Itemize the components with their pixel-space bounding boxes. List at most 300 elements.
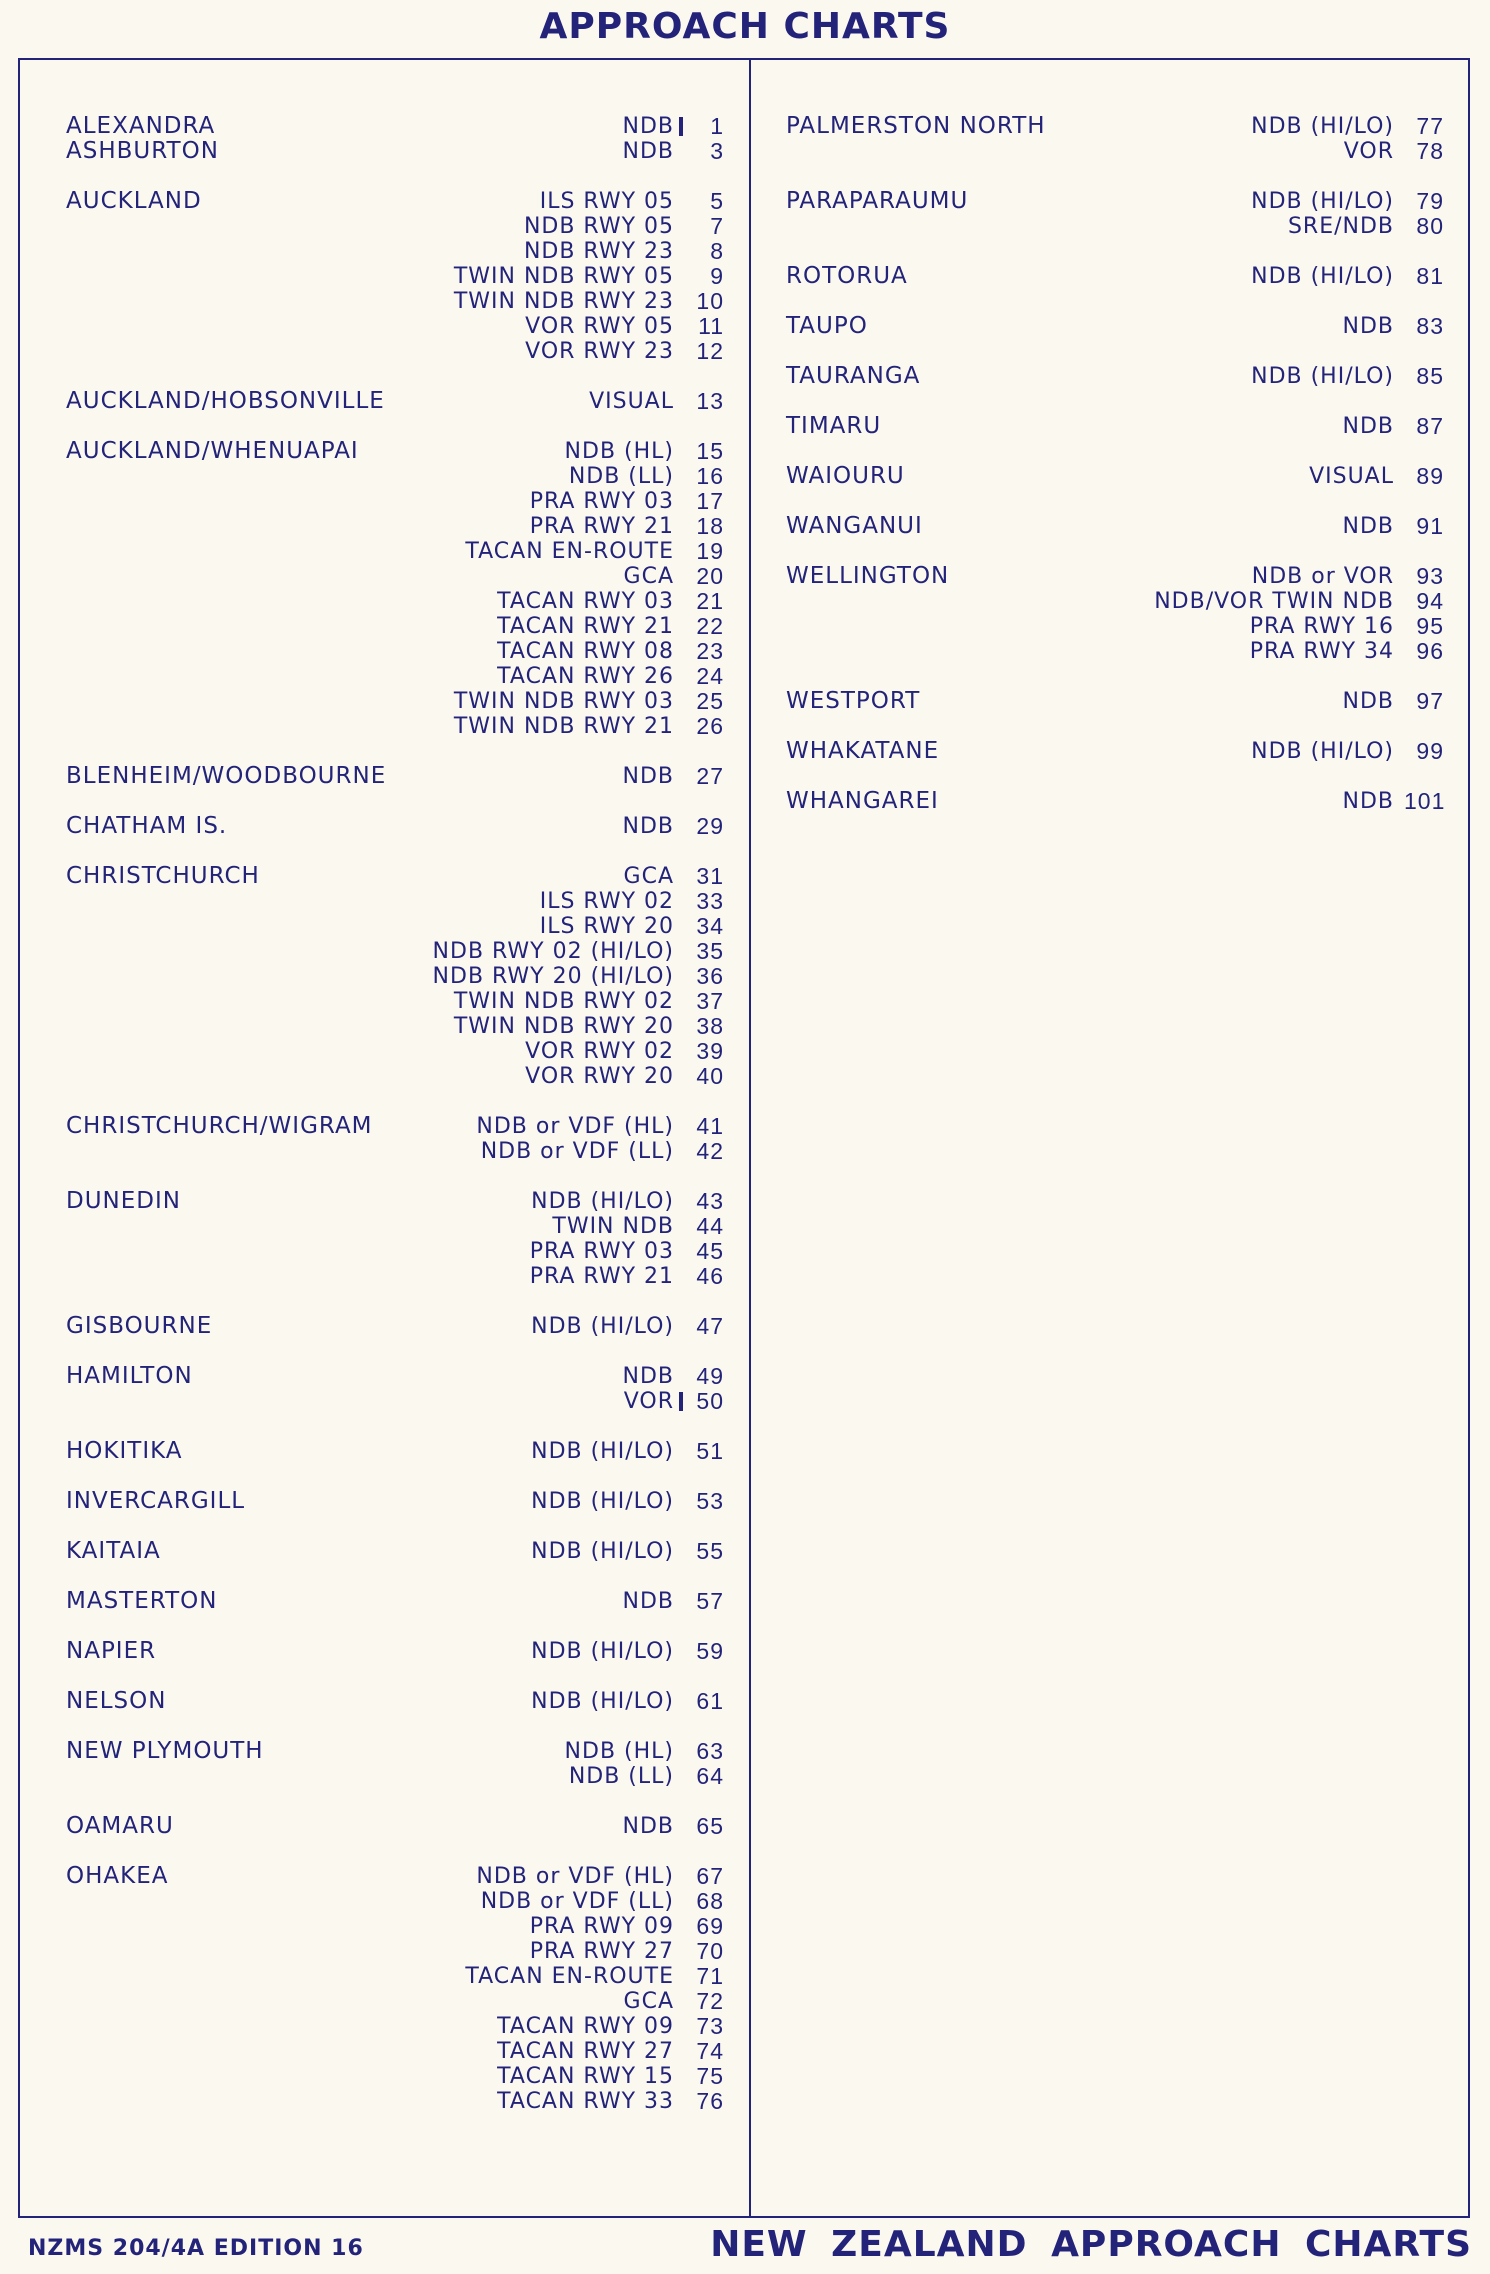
procedure-row: [786, 514, 1456, 539]
page-number: 80: [1416, 213, 1444, 239]
procedure-row: [66, 1139, 736, 1164]
procedure-name: NDB: [622, 1364, 674, 1389]
procedure-row: [66, 1189, 736, 1214]
page-number: 29: [696, 813, 724, 839]
procedure-list: [66, 389, 736, 414]
procedure-name: PRA RWY 21: [529, 1264, 674, 1289]
procedure-row: [66, 389, 736, 414]
page-title: APPROACH CHARTS: [539, 6, 951, 47]
airfield-name: WANGANUI: [786, 513, 923, 539]
procedure-list: [786, 739, 1456, 764]
procedure-row: [66, 1364, 736, 1389]
procedure-row: [66, 939, 736, 964]
page-number: 11: [698, 313, 724, 339]
procedure-row: [66, 464, 736, 489]
procedure-name: TWIN NDB RWY 23: [453, 289, 674, 314]
page-number: 91: [1416, 513, 1444, 539]
page-number: 9: [710, 263, 724, 289]
procedure-name: PRA RWY 21: [529, 514, 674, 539]
airfield-name: OHAKEA: [66, 1863, 169, 1889]
procedure-row: [786, 114, 1456, 139]
procedure-name: NDB (HI/LO): [531, 1639, 674, 1664]
procedure-row: [786, 739, 1456, 764]
procedure-row: [66, 1239, 736, 1264]
page-number: 71: [696, 1963, 724, 1989]
page-number: 13: [696, 388, 724, 414]
procedure-name: NDB (HI/LO): [1251, 189, 1394, 214]
page-number: 34: [696, 913, 724, 939]
procedure-row: [786, 364, 1456, 389]
procedure-row: [66, 489, 736, 514]
page-number: 12: [696, 338, 724, 364]
page-number: 69: [696, 1913, 724, 1939]
airfield-name: ASHBURTON: [66, 138, 219, 164]
page-number: 25: [696, 688, 724, 714]
procedure-row: [66, 2014, 736, 2039]
page-number: 15: [696, 438, 724, 464]
procedure-row: [786, 589, 1456, 614]
procedure-row: [66, 1914, 736, 1939]
procedure-name: ILS RWY 02: [539, 889, 674, 914]
procedure-list: [66, 1114, 736, 1164]
page-number: 61: [696, 1688, 724, 1714]
procedure-name: TWIN NDB RWY 03: [453, 689, 674, 714]
procedure-row: [786, 789, 1456, 814]
procedure-name: TACAN RWY 21: [497, 614, 674, 639]
procedure-row: [66, 714, 736, 739]
procedure-name: NDB: [622, 139, 674, 164]
airfield-entry: [66, 1539, 736, 1564]
procedure-name: PRA RWY 27: [529, 1939, 674, 1964]
procedure-name: NDB (LL): [568, 464, 674, 489]
procedure-name: TACAN RWY 15: [497, 2064, 674, 2089]
procedure-name: NDB (HI/LO): [531, 1689, 674, 1714]
procedure-row: [66, 914, 736, 939]
procedure-list: [66, 114, 736, 139]
procedure-name: NDB RWY 23: [523, 239, 674, 264]
airfield-entry: [66, 764, 736, 789]
procedure-row: [66, 989, 736, 1014]
procedure-name: NDB: [622, 814, 674, 839]
procedure-name: NDB (HI/LO): [531, 1439, 674, 1464]
procedure-row: [66, 1389, 736, 1414]
procedure-row: [786, 414, 1456, 439]
page-number: 50: [696, 1388, 724, 1414]
page-number: 3: [710, 138, 724, 164]
airfield-entry: [66, 1439, 736, 1464]
airfield-name: AUCKLAND: [66, 188, 202, 214]
procedure-row: [66, 114, 736, 139]
procedure-name: VOR RWY 23: [525, 339, 674, 364]
page-number: 22: [696, 613, 724, 639]
page-number: 38: [696, 1013, 724, 1039]
procedure-row: [786, 614, 1456, 639]
airfield-entry: [786, 514, 1456, 539]
procedure-row: [66, 1064, 736, 1089]
airfield-name: NEW PLYMOUTH: [66, 1738, 264, 1764]
procedure-name: NDB (HI/LO): [1251, 264, 1394, 289]
procedure-row: [66, 614, 736, 639]
page-number: 19: [696, 538, 724, 564]
page-number: 36: [696, 963, 724, 989]
procedure-name: VOR RWY 05: [525, 314, 674, 339]
procedure-row: [786, 314, 1456, 339]
page-number: 97: [1416, 688, 1444, 714]
procedure-row: [66, 564, 736, 589]
procedure-name: NDB (HI/LO): [1251, 739, 1394, 764]
procedure-row: [66, 1964, 736, 1989]
procedure-name: NDB (HL): [564, 439, 674, 464]
page-number: 85: [1416, 363, 1444, 389]
airfield-name: AUCKLAND/HOBSONVILLE: [66, 388, 385, 414]
procedure-row: [66, 1989, 736, 2014]
airfield-name: PALMERSTON NORTH: [786, 113, 1046, 139]
page-number: 40: [696, 1063, 724, 1089]
airfield-entry: [66, 1639, 736, 1664]
procedure-name: TACAN RWY 09: [497, 2014, 674, 2039]
procedure-name: TACAN RWY 08: [497, 639, 674, 664]
page-number: 68: [696, 1888, 724, 1914]
page-number: 43: [696, 1188, 724, 1214]
procedure-row: [786, 639, 1456, 664]
airfield-entry: [786, 314, 1456, 339]
procedure-list: [786, 364, 1456, 389]
procedure-list: [66, 1814, 736, 1839]
procedure-row: [66, 289, 736, 314]
procedure-list: [786, 414, 1456, 439]
procedure-name: NDB: [622, 1814, 674, 1839]
airfield-name: CHRISTCHURCH/WIGRAM: [66, 1113, 373, 1139]
procedure-row: [66, 1039, 736, 1064]
airfield-entry: [786, 464, 1456, 489]
airfield-name: DUNEDIN: [66, 1188, 181, 1214]
page-number: 8: [710, 238, 724, 264]
airfield-name: ROTORUA: [786, 263, 908, 289]
procedure-name: TWIN NDB: [552, 1214, 674, 1239]
procedure-row: [66, 1014, 736, 1039]
page-number: 20: [696, 563, 724, 589]
page-number: 10: [696, 288, 724, 314]
airfield-name: TIMARU: [786, 413, 882, 439]
page-number: 33: [696, 888, 724, 914]
procedure-name: TWIN NDB RWY 02: [453, 989, 674, 1014]
procedure-name: TACAN RWY 03: [497, 589, 674, 614]
airfield-name: WELLINGTON: [786, 563, 950, 589]
left-column: [66, 114, 736, 2139]
procedure-name: NDB (HI/LO): [531, 1189, 674, 1214]
airfield-name: WESTPORT: [786, 688, 921, 714]
airfield-entry: [786, 189, 1456, 239]
procedure-name: PRA RWY 09: [529, 1914, 674, 1939]
page-number: 94: [1416, 588, 1444, 614]
procedure-list: [66, 1864, 736, 2114]
airfield-name: INVERCARGILL: [66, 1488, 246, 1514]
page-number: 49: [696, 1363, 724, 1389]
procedure-name: TWIN NDB RWY 20: [453, 1014, 674, 1039]
airfield-name: WAIOURU: [786, 463, 905, 489]
procedure-row: [66, 189, 736, 214]
airfield-entry: [66, 389, 736, 414]
procedure-name: NDB: [1342, 314, 1394, 339]
procedure-list: [786, 789, 1456, 814]
airfield-name: MASTERTON: [66, 1588, 218, 1614]
procedure-name: TACAN EN-ROUTE: [465, 1964, 674, 1989]
procedure-name: NDB (HI/LO): [1251, 114, 1394, 139]
procedure-row: [786, 189, 1456, 214]
procedure-row: [66, 664, 736, 689]
procedure-list: [66, 764, 736, 789]
procedure-name: PRA RWY 34: [1249, 639, 1394, 664]
page-number: 95: [1416, 613, 1444, 639]
procedure-row: [786, 564, 1456, 589]
procedure-row: [786, 139, 1456, 164]
airfield-entry: [786, 564, 1456, 664]
procedure-row: [66, 2089, 736, 2114]
procedure-row: [66, 1639, 736, 1664]
procedure-name: NDB (HI/LO): [1251, 364, 1394, 389]
procedure-name: SRE/NDB: [1287, 214, 1394, 239]
procedure-row: [66, 514, 736, 539]
procedure-list: [66, 1439, 736, 1464]
page-number: 67: [696, 1863, 724, 1889]
procedure-list: [66, 439, 736, 739]
procedure-name: TWIN NDB RWY 21: [453, 714, 674, 739]
procedure-row: [66, 964, 736, 989]
procedure-row: [66, 339, 736, 364]
procedure-name: VOR: [623, 1389, 674, 1414]
column-divider: [749, 58, 751, 2218]
procedure-row: [66, 2039, 736, 2064]
airfield-name: OAMARU: [66, 1813, 174, 1839]
page-number: 73: [696, 2013, 724, 2039]
procedure-name: NDB: [622, 764, 674, 789]
page-number: 51: [696, 1438, 724, 1464]
airfield-entry: [66, 1689, 736, 1714]
procedure-row: [66, 889, 736, 914]
amendment-bar: [679, 1392, 683, 1411]
procedure-name: VOR: [1343, 139, 1394, 164]
procedure-row: [66, 1864, 736, 1889]
procedure-list: [66, 1364, 736, 1414]
page-number: 65: [696, 1813, 724, 1839]
page-number: 18: [696, 513, 724, 539]
procedure-name: NDB (HI/LO): [531, 1489, 674, 1514]
procedure-row: [66, 1489, 736, 1514]
page-number: 76: [696, 2088, 724, 2114]
procedure-name: NDB or VDF (HL): [476, 1114, 674, 1139]
procedure-name: ILS RWY 20: [539, 914, 674, 939]
procedure-row: [66, 1439, 736, 1464]
procedure-name: TACAN RWY 33: [497, 2089, 674, 2114]
procedure-name: VISUAL: [589, 389, 674, 414]
procedure-list: [786, 689, 1456, 714]
procedure-name: NDB or VDF (LL): [480, 1889, 674, 1914]
page-number: 99: [1416, 738, 1444, 764]
page-number: 7: [710, 213, 724, 239]
procedure-row: [66, 264, 736, 289]
procedure-list: [786, 514, 1456, 539]
procedure-row: [66, 2064, 736, 2089]
procedure-name: VOR RWY 02: [525, 1039, 674, 1064]
procedure-name: TACAN EN-ROUTE: [465, 539, 674, 564]
airfield-name: TAUPO: [786, 313, 868, 339]
procedure-row: [66, 1939, 736, 1964]
page-number: 1: [710, 113, 724, 139]
procedure-name: NDB or VOR: [1251, 564, 1394, 589]
page-number: 64: [696, 1763, 724, 1789]
procedure-list: [66, 189, 736, 364]
procedure-name: NDB (HI/LO): [531, 1539, 674, 1564]
page-number: 87: [1416, 413, 1444, 439]
procedure-name: NDB or VDF (LL): [480, 1139, 674, 1164]
procedure-name: PRA RWY 16: [1249, 614, 1394, 639]
procedure-name: NDB or VDF (HL): [476, 1864, 674, 1889]
page-number: 31: [696, 863, 724, 889]
procedure-list: [786, 264, 1456, 289]
procedure-name: TACAN RWY 27: [497, 2039, 674, 2064]
procedure-row: [66, 864, 736, 889]
procedure-name: PRA RWY 03: [529, 1239, 674, 1264]
procedure-row: [66, 1114, 736, 1139]
procedure-name: NDB/VOR TWIN NDB: [1154, 589, 1394, 614]
page-number: 72: [696, 1988, 724, 2014]
procedure-name: VISUAL: [1309, 464, 1394, 489]
procedure-row: [66, 1889, 736, 1914]
page-number: 75: [696, 2063, 724, 2089]
procedure-row: [66, 539, 736, 564]
procedure-row: [786, 464, 1456, 489]
page-number: 5: [710, 188, 724, 214]
airfield-name: KAITAIA: [66, 1538, 161, 1564]
airfield-name: NELSON: [66, 1688, 167, 1714]
procedure-list: [786, 114, 1456, 164]
procedure-list: [66, 814, 736, 839]
procedure-list: [66, 1739, 736, 1789]
page-number: 45: [696, 1238, 724, 1264]
airfield-name: HAMILTON: [66, 1363, 193, 1389]
page-number: 74: [696, 2038, 724, 2064]
airfield-name: CHATHAM IS.: [66, 813, 228, 839]
procedure-row: [66, 239, 736, 264]
procedure-name: GCA: [623, 864, 674, 889]
procedure-name: ILS RWY 05: [539, 189, 674, 214]
procedure-row: [66, 1539, 736, 1564]
procedure-list: [66, 1589, 736, 1614]
procedure-name: NDB: [622, 1589, 674, 1614]
procedure-name: NDB: [1342, 789, 1394, 814]
procedure-list: [66, 1689, 736, 1714]
procedure-row: [786, 689, 1456, 714]
procedure-row: [66, 1814, 736, 1839]
page-number: 41: [696, 1113, 724, 1139]
procedure-name: NDB: [1342, 689, 1394, 714]
airfield-entry: [66, 114, 736, 139]
page-number: 63: [696, 1738, 724, 1764]
page-number: 70: [696, 1938, 724, 1964]
amendment-bar: [679, 117, 683, 136]
procedure-row: [66, 1264, 736, 1289]
procedure-row: [786, 214, 1456, 239]
procedure-name: TWIN NDB RWY 05: [453, 264, 674, 289]
procedure-list: [786, 464, 1456, 489]
page-number: 57: [696, 1588, 724, 1614]
procedure-row: [66, 1689, 736, 1714]
page-number: 35: [696, 938, 724, 964]
airfield-name: NAPIER: [66, 1638, 157, 1664]
page-number: 101: [1404, 788, 1446, 814]
procedure-row: [66, 814, 736, 839]
airfield-name: BLENHEIM/WOODBOURNE: [66, 763, 387, 789]
procedure-list: [66, 1314, 736, 1339]
procedure-list: [66, 864, 736, 1089]
airfield-entry: [786, 364, 1456, 389]
procedure-row: [66, 1589, 736, 1614]
airfield-entry: [786, 264, 1456, 289]
procedure-list: [66, 139, 736, 164]
airfield-entry: [66, 1189, 736, 1289]
procedure-row: [66, 689, 736, 714]
airfield-entry: [66, 1739, 736, 1789]
airfield-entry: [786, 739, 1456, 764]
procedure-list: [786, 189, 1456, 239]
airfield-entry: [66, 1864, 736, 2114]
page-number: 78: [1416, 138, 1444, 164]
page-number: 16: [696, 463, 724, 489]
procedure-name: PRA RWY 03: [529, 489, 674, 514]
page-number: 81: [1416, 263, 1444, 289]
procedure-name: NDB: [1342, 514, 1394, 539]
page-number: 93: [1416, 563, 1444, 589]
procedure-row: [66, 639, 736, 664]
page-number: 37: [696, 988, 724, 1014]
page-number: 47: [696, 1313, 724, 1339]
airfield-entry: [66, 139, 736, 164]
procedure-list: [786, 564, 1456, 664]
airfield-entry: [66, 189, 736, 364]
airfield-entry: [66, 1314, 736, 1339]
page-number: 21: [696, 588, 724, 614]
procedure-name: NDB: [622, 114, 674, 139]
page-number: 26: [696, 713, 724, 739]
procedure-name: NDB RWY 02 (HI/LO): [432, 939, 674, 964]
page-number: 24: [696, 663, 724, 689]
airfield-entry: [66, 439, 736, 739]
procedure-name: NDB (HI/LO): [531, 1314, 674, 1339]
procedure-name: TACAN RWY 26: [497, 664, 674, 689]
airfield-name: WHANGAREI: [786, 788, 939, 814]
airfield-name: WHAKATANE: [786, 738, 940, 764]
procedure-row: [66, 214, 736, 239]
procedure-list: [66, 1639, 736, 1664]
procedure-row: [66, 1739, 736, 1764]
airfield-entry: [786, 689, 1456, 714]
procedure-row: [66, 764, 736, 789]
procedure-name: NDB RWY 05: [523, 214, 674, 239]
airfield-name: GISBOURNE: [66, 1313, 213, 1339]
page-number: 55: [696, 1538, 724, 1564]
procedure-name: VOR RWY 20: [525, 1064, 674, 1089]
airfield-entry: [786, 414, 1456, 439]
page-number: 46: [696, 1263, 724, 1289]
page-number: 23: [696, 638, 724, 664]
airfield-entry: [786, 789, 1456, 814]
procedure-list: [786, 314, 1456, 339]
page-number: 59: [696, 1638, 724, 1664]
procedure-list: [66, 1489, 736, 1514]
airfield-name: AUCKLAND/WHENUAPAI: [66, 438, 359, 464]
page-number: 79: [1416, 188, 1444, 214]
airfield-name: ALEXANDRA: [66, 113, 216, 139]
